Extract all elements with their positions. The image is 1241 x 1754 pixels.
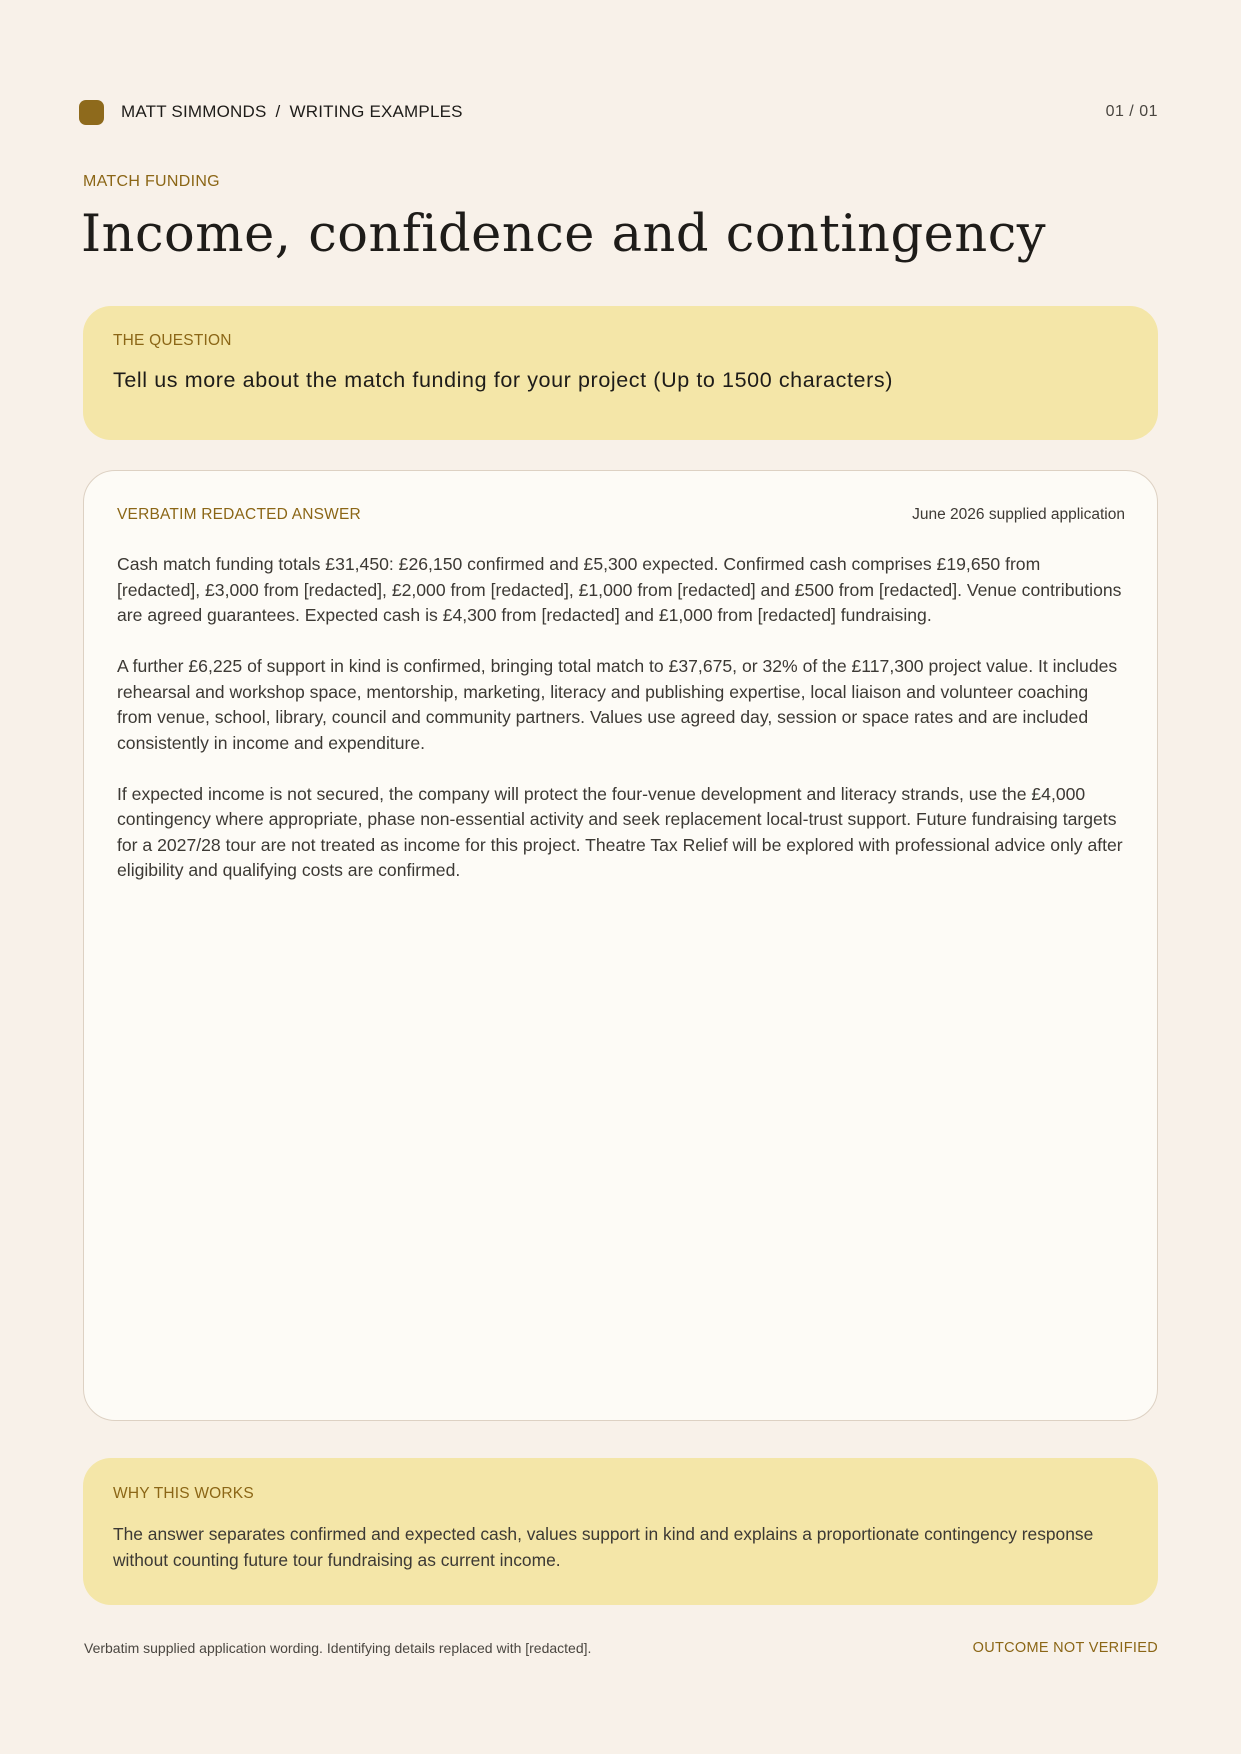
why-text: The answer separates confirmed and expected cash, values support in kind and explains a proportionate contingency response without counting future tour fundraising as current income. [113, 1524, 1094, 1570]
breadcrumb [121, 102, 463, 122]
answer-paragraph: If expected income is not secured, the company will protect the four-venue development and literacy strands, use the £4,000 contingency where appropriate, phase non-essential activity and seek replacement local-trust support. Future fundraising targets for a 2027/28 tour are not treated as income for this project. Theatre Tax Relief will be explored with professional advice only after eligibility and qualifying costs are confirmed. [117, 783, 1123, 880]
answer-card [83, 470, 1158, 1421]
brand [79, 100, 463, 125]
answer-body [117, 552, 1125, 884]
footer-note: Verbatim supplied application wording. Identifying details replaced with [redacted]. [84, 1640, 592, 1656]
page-number: 01 / 01 [1105, 103, 1158, 120]
answer-date: June 2026 supplied application [912, 506, 1125, 523]
outcome-status: OUTCOME NOT VERIFIED [972, 1640, 1158, 1656]
answer-paragraph: Cash match funding totals £31,450: £26,150 confirmed and £5,300 expected. Confirmed cash comprises £19,650 from [redacted], £3,000 from [redacted], £2,000 from [redacted], £1,000 from [redacted] and £500 from [redacted]. Venue contributions are agreed guarantees. Expected cash is £4,300 from [redacted] and £1,000 from [redacted] fundraising. [117, 554, 1122, 625]
answer-label: VERBATIM REDACTED ANSWER [117, 506, 361, 523]
page-title: Income, confidence and contingency [81, 205, 1047, 264]
question-text: Tell us more about the match funding for your project (Up to 1500 characters) [113, 368, 893, 392]
why-label: WHY THIS WORKS [113, 1485, 254, 1502]
answer-header [117, 506, 1125, 524]
breadcrumb-section: WRITING EXAMPLES [289, 102, 463, 121]
question-label: THE QUESTION [113, 332, 232, 349]
question-panel [83, 306, 1158, 440]
answer-paragraph: A further £6,225 of support in kind is confirmed, bringing total match to £37,675, or 32% of the £117,300 project value. It includes rehearsal and workshop space, mentorship, marketing, literacy and publishing expertise, local liaison and volunteer coaching from venue, school, library, council and community partners. Values use agreed day, session or space rates and are included consistently in income and expenditure. [117, 656, 1118, 753]
page-header [79, 100, 1158, 124]
breadcrumb-author: MATT SIMMONDS [121, 102, 267, 121]
breadcrumb-separator: / [275, 102, 281, 121]
section-eyebrow: MATCH FUNDING [83, 173, 220, 190]
brand-logo-icon [79, 100, 104, 125]
why-panel [83, 1458, 1158, 1605]
page-footer [84, 1640, 1158, 1656]
